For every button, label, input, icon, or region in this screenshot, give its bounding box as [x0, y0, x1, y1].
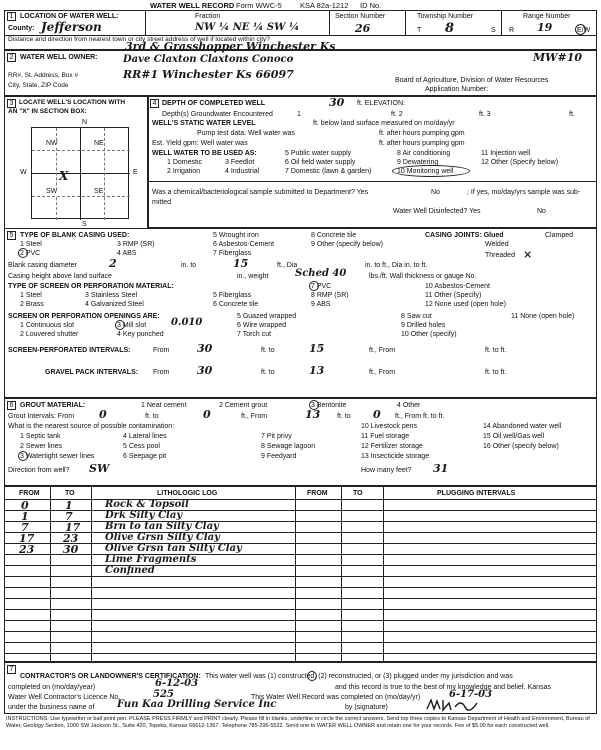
spi-from-label: From [153, 347, 170, 354]
use-6[interactable]: 6 Oil field water supply [285, 159, 356, 166]
use-10[interactable]: 10 Monitoring well [397, 168, 454, 175]
log-to-header: TO [65, 490, 75, 497]
section-4-depth [148, 96, 597, 228]
grout-1[interactable]: 1 Neat cement [141, 402, 187, 409]
diameter-to[interactable]: 15 [233, 257, 249, 270]
contam-11[interactable]: 11 Fuel storage [361, 433, 410, 440]
diameter-ft-dia: ft., Dia [277, 262, 298, 269]
south-label: S [82, 221, 87, 228]
completed-label: completed on (mo/day/year) [8, 684, 96, 691]
log-row-6-desc[interactable]: Lime Fragments [105, 554, 197, 565]
board-label: Board of Agriculture, Division of Water Resources [395, 77, 549, 84]
gw-ft: ft. [569, 111, 575, 118]
section-7-certification [4, 662, 597, 714]
east-label: E [133, 169, 138, 176]
form-number: Form WWC-5 [236, 1, 282, 10]
grout-to-1[interactable]: 0 [203, 408, 211, 421]
contam-13[interactable]: 13 Insecticide storage [361, 453, 430, 460]
casing-9[interactable]: 9 Other (specify below) [311, 241, 383, 248]
gw-3: ft. 3 [479, 111, 491, 118]
section-3-locate [4, 96, 148, 228]
section-grid[interactable] [31, 127, 129, 219]
perf-7[interactable]: 7 PVC [311, 283, 332, 290]
constructed-circle [307, 671, 317, 681]
log-row-5-to[interactable]: 30 [63, 543, 79, 556]
contam-8[interactable]: 8 Sewage lagoon [261, 443, 316, 450]
certification-text: This water well was (1) constructed, (2) reconstructed, or (3) plugged under my jurisdiction and was [205, 673, 513, 680]
range-e-circle [575, 24, 586, 35]
yield-tail: ft. after hours pumping gpm [379, 140, 465, 147]
lithologic-log-table [4, 486, 597, 662]
casing-2-pvc[interactable]: 2 PVC [20, 250, 41, 257]
distance-label: Distance and direction from nearest town or city street address of well if located within city? [8, 36, 270, 43]
weight-value[interactable]: Sched 40 [295, 268, 347, 279]
log-row-1-from[interactable]: 0 [21, 499, 29, 512]
owner-value[interactable]: Dave Claxton Claxtons Conoco [123, 54, 294, 65]
grout-label: GROUT MATERIAL: [20, 402, 86, 409]
log-row-2-to[interactable]: 7 [65, 510, 73, 523]
range-r: R [509, 27, 515, 34]
diameter-in-to: in. to [181, 262, 197, 269]
use-9[interactable]: 9 Dewatering [397, 159, 439, 166]
id-label: ID No. [360, 1, 382, 10]
use-1[interactable]: 1 Domestic [167, 159, 203, 166]
section-4-number: 4 [150, 99, 159, 108]
gpi-ft-from: ft., From [369, 369, 396, 376]
quadrant-se: SE [94, 188, 104, 195]
section-3-number: 3 [7, 99, 16, 108]
use-5[interactable]: 5 Public water supply [285, 150, 352, 157]
height-in-weight: in., weight [237, 273, 269, 280]
completed-value[interactable]: 6-12-03 [155, 678, 199, 689]
spi-to[interactable]: 15 [309, 342, 325, 355]
log-to2-header: TO [353, 490, 363, 497]
pump-label: Pump test data: Well water was [197, 130, 295, 137]
diameter-tail: in. to ft., Dia in. to ft. [365, 262, 428, 269]
open-3[interactable]: 3 Mill slot [117, 322, 147, 329]
range-label: Range Number [523, 13, 571, 20]
how-many-feet-value[interactable]: 31 [433, 462, 449, 475]
county-value[interactable]: Jefferson [41, 20, 102, 34]
screen-label: TYPE OF SCREEN OR PERFORATION MATERIAL: [8, 283, 174, 290]
log-row-3-from[interactable]: 7 [21, 521, 29, 534]
depth-label: DEPTH OF COMPLETED WELL [162, 100, 266, 107]
range-value[interactable]: 19 [537, 21, 553, 34]
contam-7[interactable]: 7 Pit privy [261, 433, 292, 440]
open-2[interactable]: 2 Louvered shutter [20, 331, 79, 338]
grout-from-1[interactable]: 0 [99, 408, 107, 421]
contamination-label: What is the nearest source of possible contamination: [8, 423, 175, 430]
gw-1: 1 [297, 111, 301, 118]
contam-10[interactable]: 10 Livestock pens [361, 423, 418, 430]
diameter-label: Blank casing diameter [8, 262, 77, 269]
use-label: WELL WATER TO BE USED AS: [152, 150, 257, 157]
open-1[interactable]: 1 Continuous slot [20, 322, 75, 329]
openings-label: SCREEN OR PERFORATION OPENINGS ARE: [8, 313, 160, 320]
grout-2[interactable]: 2 Cement grout [219, 402, 268, 409]
perf-2[interactable]: 2 Brass [20, 301, 44, 308]
gpi-from-label: From [153, 369, 170, 376]
section-5-casing [4, 228, 597, 398]
log-row-3-to[interactable]: 17 [65, 521, 81, 534]
use-8[interactable]: 8 Air conditioning [397, 150, 451, 157]
static-tail: ft. below land surface measured on mo/day/yr [313, 120, 455, 127]
contam-12[interactable]: 12 Fertilizer storage [361, 443, 423, 450]
grout-4[interactable]: 4 Other [397, 402, 421, 409]
log-row-4-to[interactable]: 23 [63, 532, 79, 545]
gw-2: ft. 2 [391, 111, 403, 118]
chem-question: Was a chemical/bacteriological sample submitted to Department? Yes [152, 189, 369, 196]
log-row-5-from[interactable]: 23 [19, 543, 35, 556]
by-signature-label: by (signature) [345, 704, 388, 711]
section-2-owner [4, 50, 597, 96]
clamped-label[interactable]: Clamped [545, 232, 574, 239]
open-3-value[interactable]: 0.010 [171, 317, 203, 328]
casing-2-circle [18, 248, 28, 258]
contam-16[interactable]: 16 Other (specify below) [483, 443, 559, 450]
township-t: T [417, 27, 422, 34]
section-number-value[interactable]: 26 [355, 22, 371, 35]
business-value[interactable]: Fun Kaa Drilling Service Inc [117, 699, 277, 710]
use-4[interactable]: 4 Industrial [225, 168, 260, 175]
log-from2-header: FROM [307, 490, 328, 497]
chem-if-yes: ; If yes, mo/day/yrs sample was sub- [467, 189, 581, 196]
perf-11[interactable]: 11 Other (Specify) [425, 292, 482, 299]
use-7[interactable]: 7 Domestic (lawn & garden) [285, 168, 372, 175]
open-5[interactable]: 5 Guazed wrapped [237, 313, 297, 320]
log-row-3-desc[interactable]: Brn to tan Silty Clay [105, 521, 219, 532]
groundwater-label: Depth(s) Groundwater Encountered [162, 111, 273, 118]
log-row-1-desc[interactable]: Rock & Topsoil [105, 499, 189, 510]
locate-label-2: AN "X" IN SECTION BOX: [8, 108, 87, 115]
depth-value[interactable]: 30 [329, 96, 345, 109]
lbs-label: lbs./ft. Wall thickness or gauge No. [369, 273, 477, 280]
address-label: RR#, St. Address, Box # [8, 72, 79, 79]
pump-tail: ft. after hours pumping gpm [379, 130, 465, 137]
quadrant-sw: SW [46, 188, 58, 195]
disinfected-no[interactable]: No [537, 208, 546, 215]
grout-ft-to-2: ft. to [337, 413, 351, 420]
threaded-mark: × [523, 248, 533, 261]
contam-3-circle [18, 451, 28, 461]
disinfected-label: Water Well Disinfected? Yes [393, 208, 481, 215]
location-label: LOCATION OF WATER WELL: [20, 13, 119, 20]
quadrant-nw: NW [46, 140, 58, 147]
grout-3[interactable]: 3 Bentonite [311, 402, 347, 409]
certification-label: CONTRACTOR'S OR LANDOWNER'S CERTIFICATION: [20, 673, 201, 680]
record-text: This Water Well Record was completed on (mo/day/yr) [251, 694, 421, 701]
grout-from-2[interactable]: 13 [305, 408, 321, 421]
license-value[interactable]: 525 [153, 689, 174, 700]
section-5-number: 5 [7, 231, 16, 240]
log-row-7-desc[interactable]: Confined [105, 565, 155, 576]
address-value[interactable]: RR#1 Winchester Ks 66097 [123, 68, 294, 81]
perf-4[interactable]: 4 Galvanized Steel [85, 301, 144, 308]
diameter-value[interactable]: 2 [109, 257, 117, 270]
casing-5[interactable]: 5 Wrought iron [213, 232, 259, 239]
spi-from[interactable]: 30 [197, 342, 213, 355]
perf-1[interactable]: 1 Steel [20, 292, 42, 299]
perf-9[interactable]: 9 ABS [311, 301, 331, 308]
elevation-label: ft. ELEVATION: [357, 100, 405, 107]
spi-tail: ft. to ft. [485, 347, 507, 354]
open-10[interactable]: 10 Other (specify) [401, 331, 457, 338]
threaded-label[interactable]: Threaded [485, 252, 515, 259]
instructions-text: INSTRUCTIONS: Use typewriter or ball point pen. PLEASE PRESS FIRMLY and PRINT clearly. Please fill in blanks, underline or circle the correct answers. Send top three copies to Kansas Department of Health and Environment, Bureau of Water, Geology Section, 1000 SW Jackson St., Suite 420, Topeka, Kansas 66612-1367. Telephone 785-296-5522. Send one to WATER WELL OWNER and retain one for your records. Fee of $5.00 for each constructed well. [6, 716, 590, 729]
section-1-location [4, 10, 597, 53]
west-label: W [20, 169, 27, 176]
section-2-number: 2 [7, 53, 16, 62]
perf-3[interactable]: 3 Stainless Steel [85, 292, 138, 299]
gpi-label: GRAVEL PACK INTERVALS: [45, 369, 139, 376]
contam-15[interactable]: 15 Oil well/Gas well [483, 433, 545, 440]
north-label: N [82, 119, 88, 126]
open-7[interactable]: 7 Torch cut [237, 331, 272, 338]
log-from-header: FROM [19, 490, 40, 497]
open-4[interactable]: 4 Key punched [117, 331, 164, 338]
contam-2[interactable]: 2 Sewer lines [20, 443, 63, 450]
spi-ft-to: ft. to [261, 347, 275, 354]
use-11[interactable]: 11 Injection well [481, 150, 531, 157]
use-2[interactable]: 2 Irrigation [167, 168, 201, 175]
open-11[interactable]: 11 None (open hole) [511, 313, 575, 320]
contam-6[interactable]: 6 Seepage pit [123, 453, 167, 460]
business-label: under the business name of [8, 704, 95, 711]
license-label: Water Well Contractor's Licence No. [8, 694, 121, 701]
how-many-feet-label: How many feet? [361, 467, 412, 474]
open-6[interactable]: 6 Wire wrapped [237, 322, 287, 329]
chem-no[interactable]: No [431, 189, 440, 196]
height-label: Casing height above land surface [8, 273, 112, 280]
grout-ft-to-1: ft. to [145, 413, 159, 420]
casing-1[interactable]: 1 Steel [20, 241, 42, 248]
log-litho-header: LITHOLOGIC LOG [157, 490, 218, 497]
locate-label-1: LOCATE WELL'S LOCATION WITH [19, 99, 126, 106]
open-9[interactable]: 9 Drilled holes [401, 322, 446, 329]
casing-label: TYPE OF BLANK CASING USED: [20, 232, 130, 239]
chem-mitted: mitted [152, 199, 172, 206]
perf-12[interactable]: 12 None used (open hole) [425, 301, 506, 308]
ksa-number: KSA 82a-1212 [300, 1, 349, 10]
casing-7[interactable]: 7 Fiberglass [213, 250, 252, 257]
log-row-4-desc[interactable]: Olive Grsn Silty Clay [105, 532, 220, 543]
contam-14[interactable]: 14 Abandoned water well [483, 423, 562, 430]
true-text: and this record is true to the best of my knowledge and belief. Kansas [335, 684, 551, 691]
perf-10[interactable]: 10 Asbestos-Cement [425, 283, 490, 290]
perf-7-circle [309, 281, 319, 291]
open-8[interactable]: 8 Saw cut [401, 313, 432, 320]
log-row-2-from[interactable]: 1 [21, 510, 29, 523]
range-ew: E/W [577, 27, 591, 34]
static-label: WELL'S STATIC WATER LEVEL [152, 120, 256, 127]
application-label: Application Number: [425, 86, 489, 93]
form-title: WATER WELL RECORD [150, 1, 235, 10]
section-6-grout [4, 398, 597, 486]
location-mark: X [59, 169, 69, 183]
grout-tail: ft., From ft. to ft. [395, 413, 445, 420]
use-3[interactable]: 3 Feedlot [225, 159, 255, 166]
casing-8[interactable]: 8 Concrete tile [311, 232, 357, 239]
contam-4[interactable]: 4 Lateral lines [123, 433, 167, 440]
yield-label: Est. Yield gpm: Well water was [152, 140, 248, 147]
owner-label: WATER WELL OWNER: [20, 54, 98, 61]
gpi-from[interactable]: 30 [197, 364, 213, 377]
grout-intervals-label: Grout Intervals: From [8, 413, 75, 420]
perf-6[interactable]: 6 Concrete tile [213, 301, 259, 308]
monitoring-well-id[interactable]: MW#10 [533, 51, 583, 64]
perf-5[interactable]: 5 Fiberglass [213, 292, 252, 299]
log-row-1-to[interactable]: 1 [65, 499, 73, 512]
section-1-number: 1 [7, 12, 16, 21]
casing-4[interactable]: 4 ABS [117, 250, 137, 257]
spi-ft-from: ft., From [369, 347, 396, 354]
grout-to-2[interactable]: 0 [373, 408, 381, 421]
open-3-circle [115, 320, 125, 330]
township-value[interactable]: 8 [445, 21, 455, 36]
use-10-circle [392, 165, 470, 177]
log-row-5-desc[interactable]: Olive Grsn tan Silty Clay [105, 543, 242, 554]
direction-label: Direction from well? [8, 467, 70, 474]
casing-3[interactable]: 3 RMP (SR) [117, 241, 155, 248]
county-label: County: [8, 25, 35, 32]
quadrant-ne: NE [94, 140, 104, 147]
log-row-4-from[interactable]: 17 [19, 532, 35, 545]
contam-3[interactable]: 3 Watertight sewer lines [20, 453, 95, 460]
contam-5[interactable]: 5 Cess pool [123, 443, 160, 450]
grout-ft-from: ft., From [241, 413, 268, 420]
fraction-label: Fraction [195, 13, 221, 20]
welded-label[interactable]: Welded [485, 241, 509, 248]
distance-value[interactable]: 3rd & Grasshopper Winchester Ks [125, 40, 336, 53]
township-label: Township Number [417, 13, 474, 20]
fraction-value[interactable]: NW ¼ NE ¼ SW ¼ [195, 22, 300, 33]
perf-8[interactable]: 8 RMP (SR) [311, 292, 349, 299]
log-row-2-desc[interactable]: Drk Silty Clay [105, 510, 183, 521]
city-label: City, State, ZIP Code [8, 82, 69, 89]
gpi-ft-to: ft. to [261, 369, 275, 376]
log-plug-header: PLUGGING INTERVALS [437, 490, 516, 497]
section-6-number: 6 [7, 401, 16, 410]
direction-value[interactable]: SW [89, 462, 110, 475]
casing-6[interactable]: 6 Asbestos-Cement [213, 241, 275, 248]
casing-joints-label: CASING JOINTS: Glued [425, 232, 504, 239]
spi-label: SCREEN-PERFORATED INTERVALS: [8, 347, 131, 354]
contam-1[interactable]: 1 Septic tank [20, 433, 61, 440]
gpi-tail: ft. to ft. [485, 369, 507, 376]
township-s: S [491, 27, 496, 34]
signature [425, 697, 485, 713]
use-12[interactable]: 12 Other (Specify below) [481, 159, 559, 166]
contam-9[interactable]: 9 Feedyard [261, 453, 297, 460]
gpi-to[interactable]: 13 [309, 364, 325, 377]
section-7-number: 7 [7, 665, 16, 674]
record-value[interactable]: 6-17-03 [449, 689, 493, 700]
section-number-label: Section Number [335, 13, 386, 20]
